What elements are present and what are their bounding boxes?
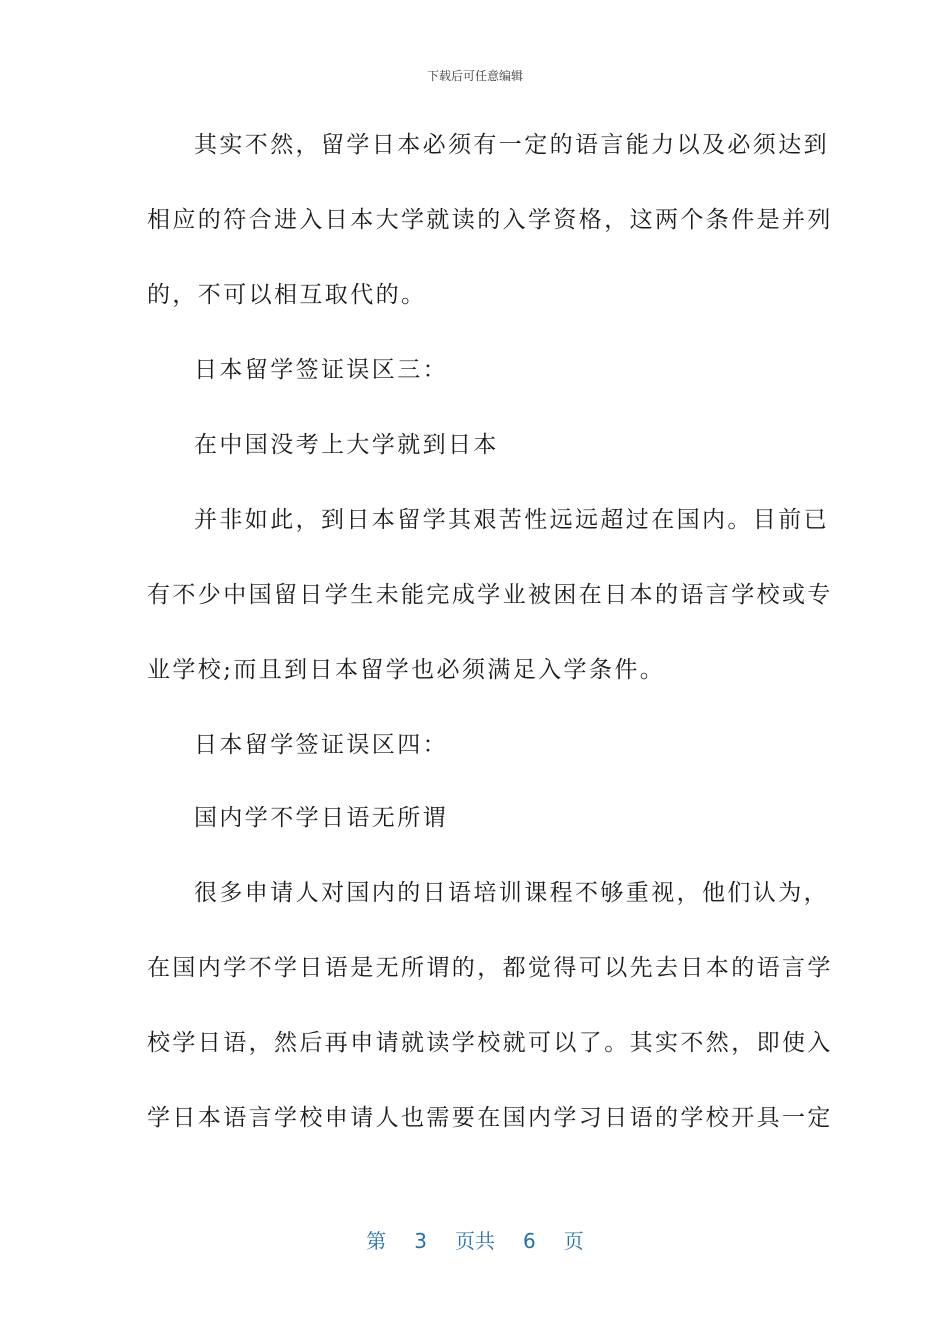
paragraph-line: 其实不然，留学日本必须有一定的语言能力以及必须达到 [194,132,829,158]
header-note: 下载后可任意编辑 [426,69,523,83]
paragraph-line: 学日本语言学校申请人也需要在国内学习日语的学校开具一定 [147,1105,833,1131]
section-subheading: 国内学不学日语无所谓 [194,805,448,831]
footer-total-pages: 6 [523,1229,536,1253]
paragraph-line: 有不少中国留日学生未能完成学业被困在日本的语言学校或专 [147,582,833,608]
page-footer [0,1225,950,1254]
footer-current-page: 3 [414,1229,427,1253]
paragraph-line: 很多申请人对国内的日语培训课程不够重视，他们认为， [194,880,829,906]
section-heading: 日本留学签证误区四： [194,732,448,758]
paragraph-line: 相应的符合进入日本大学就读的入学资格，这两个条件是并列 [147,207,833,233]
footer-middle: 页共 [455,1229,495,1253]
footer-prefix: 第 [366,1229,387,1253]
paragraph-line: 业学校;而且到日本留学也必须满足入学条件。 [147,657,666,683]
footer-suffix: 页 [563,1229,584,1253]
paragraph-line: 校学日语，然后再申请就读学校就可以了。其实不然，即使入 [147,1030,833,1056]
paragraph-line: 在国内学不学日语是无所谓的，都觉得可以先去日本的语言学 [147,955,833,981]
paragraph-line: 并非如此，到日本留学其艰苦性远远超过在国内。目前已 [194,507,829,533]
paragraph-line: 的，不可以相互取代的。 [147,282,427,308]
section-subheading: 在中国没考上大学就到日本 [194,432,499,458]
section-heading: 日本留学签证误区三： [194,357,448,383]
